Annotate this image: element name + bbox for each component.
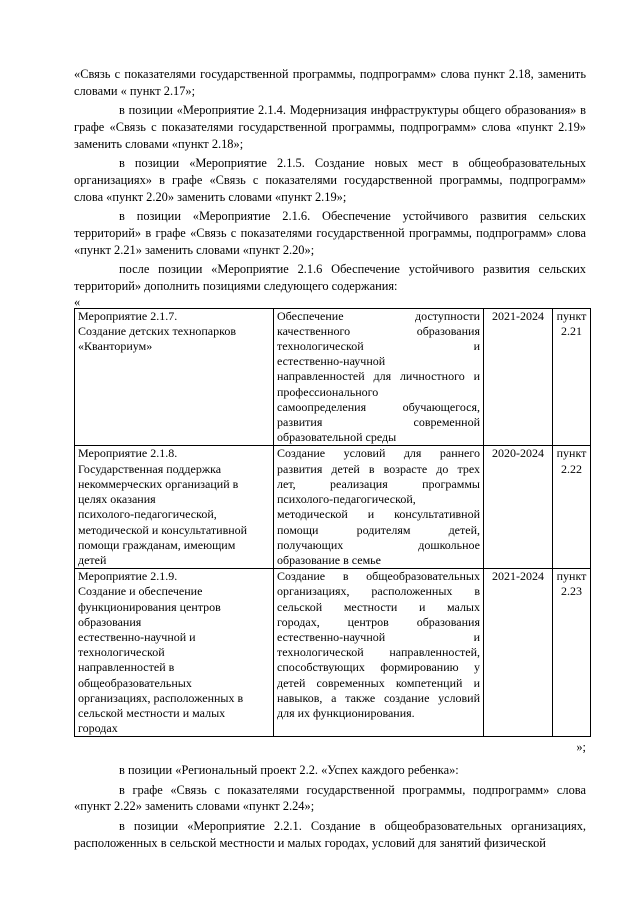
measure-name-line: помощи гражданам, имеющим	[78, 537, 236, 552]
measure-result-line: психолого-педагогической,	[277, 492, 416, 507]
measures-table	[74, 308, 591, 738]
measure-name-line: Создание и обеспечение	[78, 584, 203, 599]
measure-result-line: естественно-научной	[277, 354, 386, 369]
measure-result-cell	[274, 308, 484, 446]
paragraph-5: после позиции «Мероприятие 2.1.6 Обеспечение устойчивого развития сельских территорий» дополнить позициями следующего содержания:	[74, 262, 586, 293]
measure-name-cell	[75, 446, 274, 569]
measure-name-line: Создание детских технопарков «Кванториум»	[78, 323, 236, 354]
measure-result-line: получающих дошкольное	[277, 537, 480, 552]
measure-result-line: методической и консультативной	[277, 507, 480, 522]
measure-result-line: лет, реализация программы	[277, 476, 480, 491]
measure-result-line: самоопределения обучающегося,	[277, 399, 480, 414]
document-page	[74, 66, 586, 854]
measure-name-line: технологической	[78, 645, 165, 660]
measure-name-cell	[75, 308, 274, 446]
measure-name-line: Мероприятие 2.1.9.	[78, 569, 178, 584]
measure-result-line: для их функционирования.	[277, 705, 415, 720]
measure-name-line: некоммерческих организаций в	[78, 476, 239, 491]
paragraph-2: в позиции «Мероприятие 2.1.4. Модернизация инфраструктуры общего образования» в графе «Связь с показателями государственной программы, подпрограмм» слова «пункт 2.19» заменить словами «пункт 2.18»;	[74, 103, 586, 151]
measure-result-line: технологической направленностей,	[277, 645, 480, 660]
measure-name-line: организациях, расположенных в	[78, 690, 244, 705]
measure-result-line: образование в семье	[277, 552, 381, 567]
paragraph-8: в позиции «Мероприятие 2.2.1. Создание в общеобразовательных организациях, расположенных в сельской местности и малых городах, условий для занятий физической	[74, 819, 586, 850]
measure-result-line: Создание условий для раннего	[277, 446, 480, 461]
period-cell: 2021-2024	[484, 308, 553, 446]
measure-result-line: Создание в общеобразовательных	[277, 569, 480, 584]
measure-name-cell	[75, 569, 274, 737]
measure-result-line: навыков, а также создание условий	[277, 690, 480, 705]
indicator-link-cell: пункт 2.23	[553, 569, 591, 737]
measure-result-cell	[274, 446, 484, 569]
close-quote: »;	[576, 740, 586, 755]
measure-name-line: детей	[78, 552, 107, 567]
measure-result-line: Обеспечение доступности	[277, 308, 480, 323]
paragraph-1: «Связь с показателями государственной программы, подпрограмм» слова пункт 2.18, заменить словами « пункт 2.17»;	[74, 67, 586, 98]
measure-result-line: развития современной	[277, 415, 480, 430]
measure-result-line: организациях, расположенных в	[277, 584, 480, 599]
measure-result-cell	[274, 569, 484, 737]
measure-name-line: общеобразовательных	[78, 675, 192, 690]
paragraph-3: в позиции «Мероприятие 2.1.5. Создание новых мест в общеобразовательных организациях» в графе «Связь с показателями государственной программы, подпрограмм» слова «пункт 2.20» заменить словами «пункт 2.19»;	[74, 156, 586, 204]
measure-result-line: естественно-научной и	[277, 629, 480, 644]
measure-name-line: целях оказания	[78, 492, 156, 507]
paragraph-7: в графе «Связь с показателями государственной программы, подпрограмм» слова «пункт 2.22» заменить словами «пункт 2.24»;	[74, 782, 586, 814]
paragraph-4: в позиции «Мероприятие 2.1.6. Обеспечение устойчивого развития сельских территорий» в графе «Связь с показателями государственной программы, подпрограмм» слова «пункт 2.21» заменить словами «пункт 2.20»;	[74, 209, 586, 257]
measure-name-line: образования	[78, 614, 142, 629]
measure-name-line: городах	[78, 721, 118, 736]
measure-name-line: психолого-педагогической,	[78, 507, 217, 522]
measure-result-line: качественного образования	[277, 323, 480, 338]
measure-name-line: направленностей в	[78, 660, 175, 675]
measure-name-line: сельской местности и малых	[78, 705, 226, 720]
measure-result-line: направленностей для личностного и	[277, 369, 480, 384]
measure-name-line: Государственная поддержка	[78, 461, 222, 476]
measure-result-line: профессионального	[277, 384, 379, 399]
open-quote: «	[74, 294, 81, 309]
measure-result-line: помощи родителям детей,	[277, 522, 480, 537]
table-row	[75, 446, 591, 569]
table-row	[75, 308, 591, 446]
period-cell: 2020-2024	[484, 446, 553, 569]
measure-name-line: естественно-научной и	[78, 629, 196, 644]
measure-name-line: Мероприятие 2.1.7.	[78, 308, 178, 323]
measure-result-line: образовательной среды	[277, 430, 397, 445]
measure-name-line: методической и консультативной	[78, 522, 248, 537]
table-row	[75, 569, 591, 737]
measure-result-line: способствующих формированию у	[277, 660, 480, 675]
measure-result-line: развития детей в возрасте до трех	[277, 461, 480, 476]
paragraph-6: в позиции «Региональный проект 2.2. «Успех каждого ребенка»:	[119, 762, 459, 777]
indicator-link-cell: пункт 2.21	[553, 308, 591, 446]
measure-result-line: сельской местности и малых	[277, 599, 480, 614]
measure-result-line: детей современных компетенций и	[277, 675, 480, 690]
measure-name-line: Мероприятие 2.1.8.	[78, 446, 178, 461]
indicator-link-cell: пункт 2.22	[553, 446, 591, 569]
measure-name-line: функционирования центров	[78, 599, 221, 614]
measure-result-line: технологической и	[277, 339, 480, 354]
measure-result-line: городах, центров образования	[277, 614, 480, 629]
period-cell: 2021-2024	[484, 569, 553, 737]
